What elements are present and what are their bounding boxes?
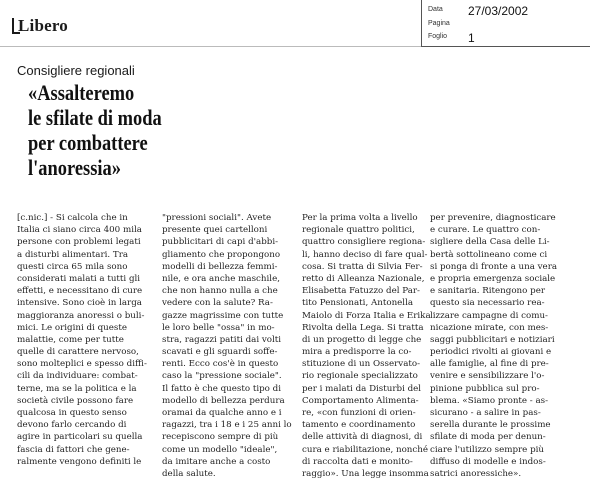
article-text-line: effetti, e necessitano di cure: [17, 286, 143, 297]
sheet-row: [428, 31, 588, 45]
article-text-line: oramai da qualche anno e i: [162, 408, 282, 418]
article-text-line: da imitare anche a costo: [162, 456, 271, 467]
article-text-line: modelli di bellezza femmi-: [162, 261, 278, 272]
article-text-line: Elisabetta Fatuzzo del Par-: [302, 286, 420, 297]
article-text-line: tito Pensionati, Antonella: [302, 298, 414, 309]
article-text-line: cili da individuare: combat-: [17, 371, 138, 382]
clipping-info-box: [421, 0, 590, 47]
article-text-line: considerati malati a tutti gli: [17, 273, 141, 284]
article-text-line: Rivolta della Lega. Si tratta: [302, 322, 424, 333]
article-text-line: a disturbi alimentari. Tra: [17, 249, 129, 260]
article-text-line: sigliere della Casa delle Li-: [430, 237, 550, 248]
article-text-line: di un progetto di legge che: [302, 334, 422, 345]
article-text-line: per i malati da Disturbi del: [302, 383, 422, 394]
article-text-line: e propria emergenza sociale: [430, 273, 556, 284]
article-text-line: si ponga di fronte a una vera: [430, 261, 558, 272]
article-text-line: nile, e ora anche maschile,: [162, 273, 280, 284]
page-row: [428, 18, 588, 32]
article-text-line: sono molteplici e spesso diffi-: [17, 359, 147, 370]
article-kicker: Consigliere regionali: [17, 63, 135, 78]
article-text-line: Il fatto è che questo tipo di: [162, 383, 282, 394]
article-text-line: maggioranza anoressi o buli-: [17, 310, 145, 321]
article-text-line: "pressioni sociali". Avete: [162, 213, 272, 223]
article-text-line: devono farlo cercando di: [17, 420, 127, 431]
article-headline: [28, 80, 208, 180]
article-text-line: sicurano - a salire in pas-: [430, 408, 541, 418]
article-text-line: caso la "pressione sociale".: [162, 371, 282, 382]
date-label: Data: [428, 6, 443, 13]
article-text-line: agire in particolari su quella: [17, 432, 143, 443]
article-text-line: mici. Le origini di queste: [17, 322, 127, 333]
article-text-line: alle famiglie, al fine di pre-: [430, 359, 549, 370]
article-text-line: terne, ma se la politica e la: [17, 383, 137, 394]
article-text-line: quelle di carattere nervoso,: [17, 347, 139, 358]
article-text-line: diffuso di modelle e indos-: [430, 456, 546, 467]
article-text-line: Maiolo di Forza Italia e Erika: [302, 310, 431, 321]
article-text-line: vedere con la salute? Ra-: [162, 298, 273, 309]
article-text-line: pubblicitari di capi d'abbi-: [162, 237, 279, 248]
article-text-line: società civile possono fare: [17, 395, 134, 406]
article-text-line: delle attività di diagnosi, di: [302, 432, 423, 443]
article-text-line: periodici rivolti ai giovani e: [430, 347, 552, 358]
article-text-line: satrici anoressiche».: [430, 468, 522, 479]
article-text-line: cosa. Si tratta di Silvia Fer-: [302, 261, 423, 272]
article-text-line: fascia di fattori che gene-: [17, 444, 130, 455]
article-text-line: [c.nic.] - Si calcola che in: [17, 213, 128, 223]
article-text-line: saggi pubblicitari e notiziari: [430, 334, 555, 345]
article-text-line: Comportamento Alimenta-: [302, 395, 419, 406]
article-text-line: renti. Ecco cos'è in questo: [162, 359, 279, 370]
article-text-line: bertà sottolineano come ci: [430, 249, 548, 260]
date-value: 27/03/2002: [468, 4, 529, 18]
article-text-line: mira a predisporre la co-: [302, 347, 412, 358]
page-label: Pagina: [428, 20, 450, 27]
article-text-line: quattro consigliere regiona-: [302, 237, 426, 248]
article-text-line: ralmente vengono definiti le: [17, 456, 142, 467]
article-column-2: [162, 212, 300, 480]
article-text-line: stra, ragazzi patiti dai volti: [162, 334, 282, 345]
article-text-line: sfilate di moda per denun-: [430, 432, 546, 443]
article-text-line: retto di Alleanza Nazionale,: [302, 273, 425, 284]
article-column-3: [302, 212, 440, 480]
headline-line: «Assalteremo: [28, 80, 135, 105]
article-text-line: stituzione di un Osservato-: [302, 359, 421, 370]
article-text-line: gliamento che propongono: [162, 249, 281, 260]
newspaper-logo: Libero: [18, 16, 69, 35]
headline-line: l'anoressia»: [28, 155, 121, 180]
article-text-line: raggio». Una legge insomma: [302, 468, 429, 479]
article-text-line: e sanitaria. Ritengono per: [430, 286, 545, 297]
headline-line: le sfilate di moda: [28, 105, 162, 130]
article-text-line: nicazione mirate, con mes-: [430, 322, 549, 333]
article-text-line: di raccolta dati e monito-: [302, 456, 413, 467]
article-text-line: serella durante le prossime: [430, 420, 551, 431]
sheet-label: Foglio: [428, 33, 448, 40]
article-text-line: della salute.: [162, 468, 216, 479]
article-text-line: come un modello "ideale",: [162, 444, 278, 455]
article-text-line: per prevenire, diagnosticare: [430, 213, 556, 223]
article-column-4: [430, 212, 568, 480]
article-text-line: gazze magrissime con tutte: [162, 310, 284, 321]
article-column-1: [17, 212, 155, 468]
article-text-line: persone con problemi legati: [17, 237, 141, 248]
article-text-line: li, hanno deciso di fare qual-: [302, 249, 428, 260]
article-text-line: modello di bellezza perdura: [162, 395, 285, 406]
article-text-line: ragazzi, tra i 18 e i 25 anni lo: [162, 420, 292, 431]
header-divider: [0, 46, 421, 47]
article-text-line: ciare l'utilizzo sempre più: [430, 444, 545, 455]
article-text-line: re, «con funzioni di orien-: [302, 408, 416, 418]
article-text-line: presente quei cartelloni: [162, 225, 268, 236]
article-text-line: blema. «Siamo pronte - as-: [430, 395, 549, 406]
article-text-line: cura e riabilitazione, nonché: [302, 444, 429, 455]
article-text-line: questo sia necessario rea-: [430, 298, 545, 309]
article-text-line: venire e sensibilizzare l'o-: [430, 371, 545, 382]
article-text-line: qualcosa in questo senso: [17, 408, 127, 418]
article-text-line: Per la prima volta a livello: [302, 213, 418, 223]
article-text-line: lizzare campagne di comu-: [430, 310, 548, 321]
article-text-line: rio regionale specializzato: [302, 371, 418, 382]
headline-line: per combattere: [28, 130, 148, 155]
article-text-line: e curare. Le quattro con-: [430, 225, 541, 236]
article-text-line: recepiscono sempre di più: [162, 432, 279, 443]
date-row: [428, 4, 588, 18]
sheet-value: 1: [468, 31, 475, 45]
article-text-line: tamento e coordinamento: [302, 420, 416, 431]
article-text-line: che non hanno nulla a che: [162, 286, 278, 297]
article-text-line: scavati e gli sguardi soffe-: [162, 347, 278, 358]
article-text-line: intensive. Sono cioè in larga: [17, 298, 142, 309]
article-text-line: pinione pubblica sul pro-: [430, 383, 540, 394]
article-text-line: questi circa 65 mila sono: [17, 261, 128, 272]
article-text-line: le loro belle "ossa" in mo-: [162, 322, 275, 333]
article-text-line: regionale quattro politici,: [302, 225, 415, 236]
article-text-line: malattie, come per tutte: [17, 334, 124, 345]
article-text-line: Italia ci siano circa 400 mila: [17, 225, 142, 236]
